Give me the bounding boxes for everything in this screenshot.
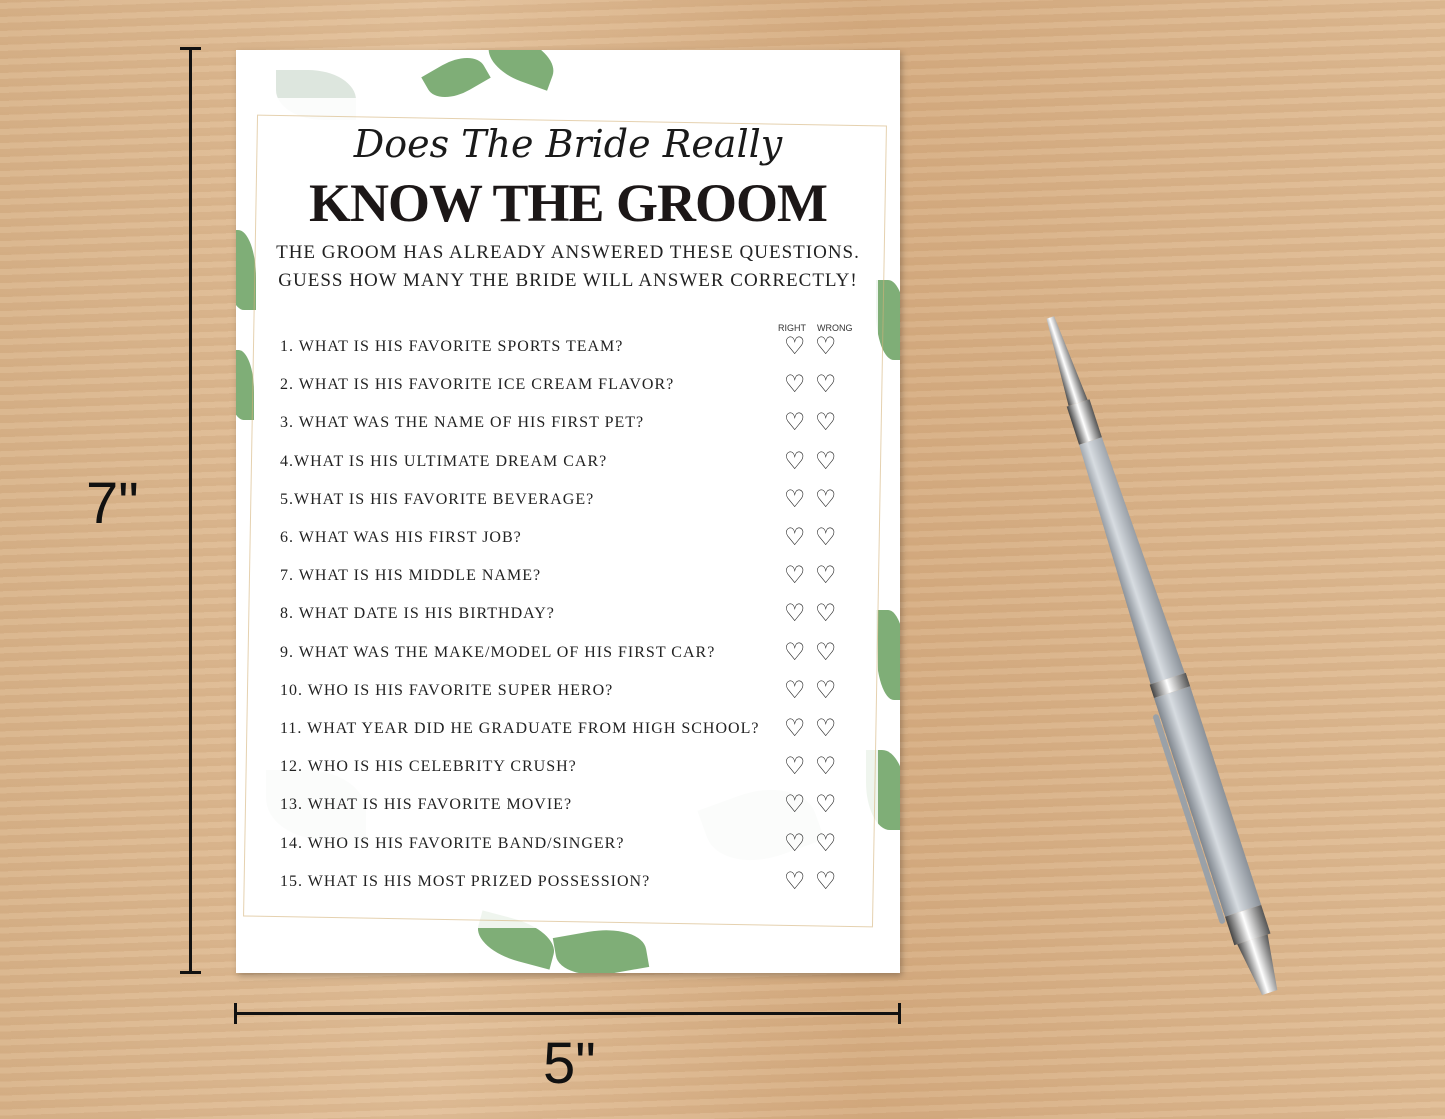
wrong-heart-icon[interactable]: ♡ <box>815 561 837 590</box>
question-text: 11. WHAT YEAR DID HE GRADUATE FROM HIGH SCHOOL? <box>280 720 760 737</box>
right-heart-icon[interactable]: ♡ <box>784 675 806 704</box>
question-text: 9. WHAT WAS THE MAKE/MODEL OF HIS FIRST CAR? <box>280 643 716 661</box>
wrong-heart-icon[interactable]: ♡ <box>815 675 837 704</box>
wrong-heart-icon[interactable]: ♡ <box>815 408 837 437</box>
wrong-heart-icon[interactable]: ♡ <box>815 866 837 895</box>
wrong-heart-icon[interactable]: ♡ <box>815 637 837 666</box>
right-heart-icon[interactable]: ♡ <box>784 370 806 399</box>
subtitle-line-2: GUESS HOW MANY THE BRIDE WILL ANSWER CORRECTLY! <box>278 270 858 291</box>
leaf-decoration <box>553 923 649 973</box>
wrong-column-header: WRONG <box>817 323 853 333</box>
question-text: 3. WHAT WAS THE NAME OF HIS FIRST PET? <box>280 414 645 432</box>
subtitle-line-1: THE GROOM HAS ALREADY ANSWERED THESE QUESTIONS. <box>276 242 860 263</box>
right-heart-icon[interactable]: ♡ <box>784 866 806 895</box>
right-heart-icon[interactable]: ♡ <box>784 408 806 437</box>
question-text: 14. WHO IS HIS FAVORITE BAND/SINGER? <box>280 834 625 852</box>
question-text: 4.WHAT IS HIS ULTIMATE DREAM CAR? <box>280 452 608 470</box>
right-heart-icon[interactable]: ♡ <box>784 484 806 513</box>
right-heart-icon[interactable]: ♡ <box>784 332 806 360</box>
wrong-heart-icon[interactable]: ♡ <box>815 790 837 819</box>
right-heart-icon[interactable]: ♡ <box>784 523 806 551</box>
question-text: 7. WHAT IS HIS MIDDLE NAME? <box>280 567 542 585</box>
question-text: 13. WHAT IS HIS FAVORITE MOVIE? <box>280 796 573 814</box>
leaf-decoration <box>876 610 900 700</box>
wrong-heart-icon[interactable]: ♡ <box>815 523 837 551</box>
right-heart-icon[interactable]: ♡ <box>784 828 806 857</box>
question-text: 5.WHAT IS HIS FAVORITE BEVERAGE? <box>280 490 595 508</box>
leaf-decoration <box>481 50 560 91</box>
question-text: 10. WHO IS HIS FAVORITE SUPER HERO? <box>280 681 614 699</box>
height-label: 7" <box>86 471 139 536</box>
width-label: 5" <box>543 1031 596 1096</box>
script-title: Does The Bride Really <box>353 122 783 166</box>
right-heart-icon[interactable]: ♡ <box>784 446 806 475</box>
height-dimension-line <box>189 47 192 974</box>
main-title: KNOW THE GROOM <box>308 173 828 233</box>
game-card <box>236 50 900 973</box>
width-dimension-line <box>234 1012 901 1015</box>
right-heart-icon[interactable]: ♡ <box>784 561 806 590</box>
right-heart-icon[interactable]: ♡ <box>784 714 806 742</box>
question-text: 8. WHAT DATE IS HIS BIRTHDAY? <box>280 605 555 623</box>
question-text: 6. WHAT WAS HIS FIRST JOB? <box>280 529 522 546</box>
right-heart-icon[interactable]: ♡ <box>784 637 806 666</box>
right-column-header: RIGHT <box>778 323 806 333</box>
question-text: 15. WHAT IS HIS MOST PRIZED POSSESSION? <box>280 872 651 890</box>
pen <box>1024 309 1297 1002</box>
wrong-heart-icon[interactable]: ♡ <box>815 599 837 628</box>
question-text: 1. WHAT IS HIS FAVORITE SPORTS TEAM? <box>280 338 624 355</box>
wrong-heart-icon[interactable]: ♡ <box>815 332 837 360</box>
question-text: 12. WHO IS HIS CELEBRITY CRUSH? <box>280 758 577 776</box>
wrong-heart-icon[interactable]: ♡ <box>815 446 837 475</box>
question-text: 2. WHAT IS HIS FAVORITE ICE CREAM FLAVOR? <box>280 376 675 394</box>
right-heart-icon[interactable]: ♡ <box>784 599 806 628</box>
wrong-heart-icon[interactable]: ♡ <box>815 484 837 513</box>
wrong-heart-icon[interactable]: ♡ <box>815 828 837 857</box>
wrong-heart-icon[interactable]: ♡ <box>815 752 837 781</box>
wrong-heart-icon[interactable]: ♡ <box>815 714 837 742</box>
wrong-heart-icon[interactable]: ♡ <box>815 370 837 399</box>
right-heart-icon[interactable]: ♡ <box>784 790 806 819</box>
right-heart-icon[interactable]: ♡ <box>784 752 806 781</box>
